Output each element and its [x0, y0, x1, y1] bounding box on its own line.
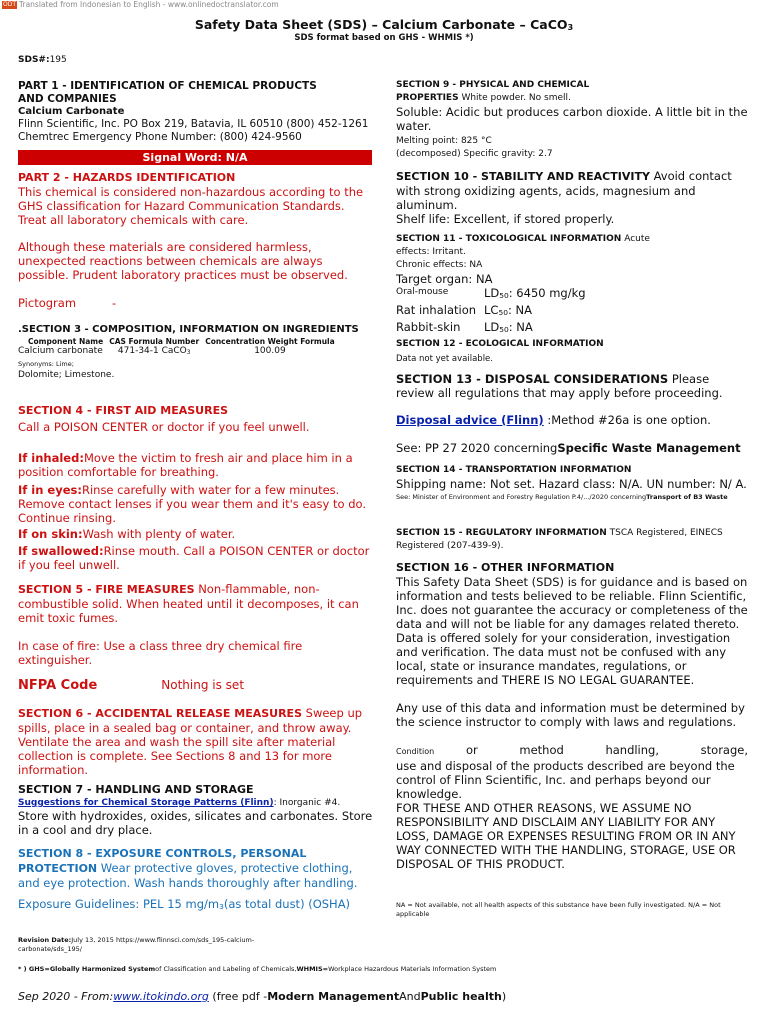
- col-component: Component Name: [28, 337, 104, 346]
- section4-heading: SECTION 4 - FIRST AID MEASURES: [18, 404, 229, 417]
- sds-number: SDS#:195: [18, 55, 67, 65]
- part2-paragraph-1: This chemical is considered non-hazardous according to the GHS classification for Hazard Communication Standards. Treat all laboratory chemicals with care.: [18, 185, 364, 227]
- page-title: Safety Data Sheet (SDS) – Calcium Carbonate – CaCO$_3$: [194, 17, 574, 32]
- section8-heading: SECTION 8 - EXPOSURE CONTROLS, PERSONAL PROTECTION: [18, 847, 307, 875]
- synonyms-cont: Dolomite; Limestone.: [18, 370, 115, 380]
- section16: [396, 561, 748, 871]
- table-row: Oral-mouse $LD_{50}$: 6450 mg/kg: [396, 286, 586, 300]
- section14: [396, 464, 748, 502]
- glossary-footnote: * ) GHS=Globally Harmonized Systemof Classification and Labeling of Chemicals,WHMIS=Workplace Hazardous Materials Information System: [18, 965, 497, 973]
- section6-heading: SECTION 6 - ACCIDENTAL RELEASE MEASURES: [18, 707, 302, 720]
- waste-management-ref: See: PP 27 2020 concerningSpecific Waste Management: [396, 441, 741, 455]
- section16-paragraph-1: This Safety Data Sheet (SDS) is for guidance and is based on information and tests believed to be reliable. Flinn Scientific, Inc. does not guarantee the accuracy or completeness of the data and will not be liable for any damages related thereto. Data is offered solely for your consideration, investigation and verification. The data must not be confused with any local, state or insurance mandates, regulations, or requirements and THERE IS NO LEGAL GUARANTEE.: [396, 575, 748, 687]
- fire-extinguisher: In case of fire: Use a class three dry chemical fire extinguisher.: [18, 639, 303, 667]
- company-address: Flinn Scientific, Inc. PO Box 219, Batavia, IL 60510 (800) 452-1261: [18, 118, 369, 130]
- first-aid-skin: If on skin:Wash with plenty of water.: [18, 527, 236, 541]
- section6: SECTION 6 - ACCIDENTAL RELEASE MEASURES Sweep up spills, place in a sealed bag or container, and throw away. Ventilate the area and wash the spill site after material collection is complete. See Sections 8 and 13 for more information.: [18, 706, 363, 777]
- shipping-info: Shipping name: Not set. Hazard class: N/A. UN number: N/ A.: [396, 477, 747, 491]
- nfpa-code: NFPA Code Nothing is set: [18, 678, 245, 693]
- first-aid-inhaled: If inhaled:Move the victim to fresh air and place him in a position comfortable for breathing.: [18, 451, 353, 479]
- solubility: Soluble: Acidic but produces carbon dioxide. A little bit in the water.: [396, 105, 748, 133]
- section14-heading: SECTION 14 - TRANSPORTATION INFORMATION: [396, 465, 632, 475]
- part2-paragraph-2: Although these materials are considered harmless, unexpected reactions between chemicals are always possible. Prudent laboratory practices must be observed.: [18, 240, 348, 282]
- section12: [396, 338, 748, 366]
- section13: SECTION 13 - DISPOSAL CONSIDERATIONS Please review all regulations that may apply before proceeding. Disposal advice (Flinn) :Method #26a is one option. See: PP 27 2020 concerningSpecific Waste Management: [396, 372, 748, 455]
- part2-heading: PART 2 - HAZARDS IDENTIFICATION: [18, 171, 236, 184]
- part2-section: [18, 171, 376, 310]
- storage-text: Store with hydroxides, oxides, silicates and carbonates. Store in a cool and dry place.: [18, 809, 373, 837]
- first-aid-swallowed: If swallowed:Rinse mouth. Call a POISON CENTER or doctor if you feel unwell.: [18, 544, 370, 572]
- page-footer: Sep 2020 - From:www.itokindo.org (free pdf -Modern ManagementAndPublic health): [18, 990, 507, 1003]
- section9-heading: SECTION 9 - PHYSICAL AND CHEMICAL PROPERTIES: [396, 80, 590, 103]
- ecological-text: Data not yet available.: [396, 354, 493, 364]
- part1-section: [18, 80, 376, 144]
- revision-date: Revision Date:July 13, 2015 https://www.flinnsci.com/sds_195-calcium-carbonate/sds_195/: [18, 936, 255, 953]
- target-organ: Target organ: NA: [396, 272, 493, 286]
- section16-paragraph-3-cont: use and disposal of the products described are beyond the control of Flinn Scientific, Inc. and perhaps beyond our knowledge.: [396, 759, 735, 801]
- section15: SECTION 15 - REGULATORY INFORMATION TSCA Registered, EINECS Registered (207-439-9).: [396, 528, 723, 551]
- translator-logo-icon: ODT: [2, 1, 16, 8]
- table-row: Rabbit-skin $LD_{50}$: NA: [396, 320, 533, 334]
- section3-heading: .SECTION 3 - COMPOSITION, INFORMATION ON INGREDIENTS: [18, 324, 359, 335]
- col-concentration: Concentration Weight Formula: [205, 337, 335, 346]
- translation-notice: Translated from Indonesian to English - www.onlinedoctranslator.com: [19, 0, 279, 9]
- section8: SECTION 8 - EXPOSURE CONTROLS, PERSONAL PROTECTION Wear protective gloves, protective clothing, and eye protection. Wash hands thoroughly after handling. Exposure Guidelines: PEL 15 $mg/m_3(as$ total dust) (OSHA): [18, 846, 376, 914]
- section12-heading: SECTION 12 - ECOLOGICAL INFORMATION: [396, 339, 604, 349]
- na-note: NA = Not available, not all health aspects of this substance have been fully investigated. N/A = Not applicable: [396, 901, 721, 918]
- signal-word-banner: Signal Word: N/A: [18, 150, 372, 165]
- section10-heading: SECTION 10 - STABILITY AND REACTIVITY: [396, 170, 650, 183]
- section3: [18, 323, 376, 382]
- pictogram-row: Pictogram -: [18, 296, 117, 310]
- disposal-advice-link[interactable]: Disposal advice (Flinn): [396, 413, 544, 427]
- section9: SECTION 9 - PHYSICAL AND CHEMICAL PROPERTIES White powder. No smell. Soluble: Acidic but produces carbon dioxide. A little bit in the water. Melting point: 825 °C (decomposed) Specific gravity: 2.7: [396, 80, 748, 159]
- table-row: Calcium carbonate 471-34-1 CaCO$_3$ 100.09: [18, 346, 286, 356]
- exposure-guidelines: Exposure Guidelines: PEL 15 $mg/m_3(as$ total dust) (OSHA): [18, 897, 351, 911]
- chronic-effects: Chronic effects: NA: [396, 260, 483, 270]
- section7-heading: SECTION 7 - HANDLING AND STORAGE: [18, 783, 254, 796]
- page-subtitle: SDS format based on GHS - WHMIS *): [294, 33, 474, 43]
- emergency-phone: Chemtrec Emergency Phone Number: (800) 424-9560: [18, 131, 302, 143]
- storage-patterns-link[interactable]: Suggestions for Chemical Storage Patterns (Flinn): [18, 798, 274, 808]
- melting-point: Melting point: 825 °C: [396, 136, 492, 146]
- synonyms: Synonyms: Lime;: [18, 360, 74, 368]
- section16-paragraph-3: Condition or method handling, storage,: [396, 743, 748, 757]
- section16-paragraph-2: Any use of this data and information must be determined by the science instructor to comply with laws and regulations.: [396, 701, 745, 729]
- section11: SECTION 11 - TOXICOLOGICAL INFORMATION Acute effects: Irritant. Chronic effects: NA Target organ: NA Oral-mouse $LD_{50}$: 6450 mg/kg Rat inhalation $LC_{50}$: NA Rabbit-skin $LD_{50}$: NA: [396, 233, 748, 337]
- section10: SECTION 10 - STABILITY AND REACTIVITY Avoid contact with strong oxidizing agents, acids, magnesium and aluminum. Shelf life: Excellent, if stored properly.: [396, 169, 748, 226]
- transport-regulation: See: Minister of Environment and Forestry Regulation P.4/.../2020 concerningTransport of B3 Waste: [396, 493, 728, 501]
- section15-heading: SECTION 15 - REGULATORY INFORMATION: [396, 528, 607, 538]
- section13-heading: SECTION 13 - DISPOSAL CONSIDERATIONS: [396, 372, 669, 386]
- itokindo-link[interactable]: www.itokindo.org: [113, 990, 209, 1003]
- section5: SECTION 5 - FIRE MEASURES Non-flammable, non-combustible solid. When heated until it decomposes, it can emit toxic fumes. In case of fire: Use a class three dry chemical fire extinguisher.: [18, 582, 376, 667]
- composition-table: [18, 337, 341, 356]
- toxicity-grid: [396, 286, 748, 337]
- section4-intro: Call a POISON CENTER or doctor if you feel unwell.: [18, 420, 310, 434]
- part1-heading: PART 1 - IDENTIFICATION OF CHEMICAL PRODUCTS AND COMPANIES: [18, 80, 317, 105]
- first-aid-eyes: If in eyes:Rinse carefully with water for a few minutes. Remove contact lenses if you wear them and it's easy to do. Continue rinsing.: [18, 483, 366, 525]
- section7: SECTION 7 - HANDLING AND STORAGE Suggestions for Chemical Storage Patterns (Flinn): Inorganic #4. Store with hydroxides, oxides, silicates and carbonates. Store in a cool and dry place.: [18, 783, 376, 837]
- section16-heading: SECTION 16 - OTHER INFORMATION: [396, 561, 615, 574]
- col-cas: CAS Formula Number: [109, 337, 200, 346]
- section11-heading: SECTION 11 - TOXICOLOGICAL INFORMATION: [396, 234, 622, 244]
- section5-heading: SECTION 5 - FIRE MEASURES: [18, 583, 195, 596]
- section16-disclaimer: FOR THESE AND OTHER REASONS, WE ASSUME NO RESPONSIBILITY AND DISCLAIM ANY LIABILITY FOR ANY LOSS, DAMAGE OR EXPENSES RESULTING FROM OR IN ANY WAY CONNECTED WITH THE HANDLING, STORAGE, USE OR DISPOSAL OF THIS PRODUCT.: [396, 801, 736, 871]
- product-name: Calcium Carbonate: [18, 106, 125, 117]
- table-row: Rat inhalation $LC_{50}$: NA: [396, 303, 532, 317]
- translation-banner: [0, 0, 768, 10]
- section4: [18, 404, 376, 572]
- specific-gravity: (decomposed) Specific gravity: 2.7: [396, 149, 553, 159]
- shelf-life: Shelf life: Excellent, if stored properly.: [396, 212, 615, 226]
